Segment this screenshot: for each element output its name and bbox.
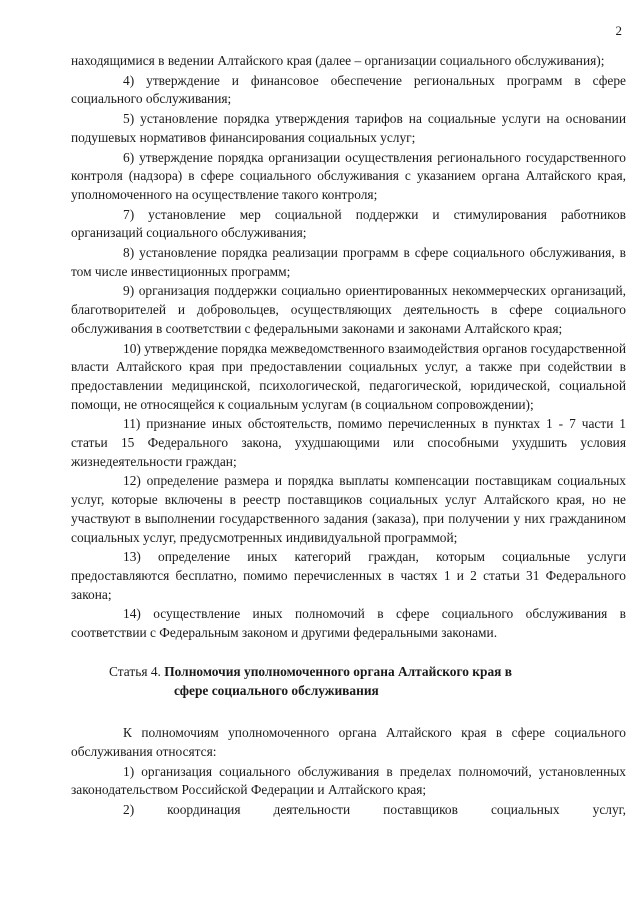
paragraph: 8) установление порядка реализации программ в сфере социального обслуживания, в том числе инвестиционных программ; bbox=[71, 245, 626, 279]
article-3-items bbox=[71, 52, 626, 643]
paragraph: 10) утверждение порядка межведомственного взаимодействия органов государственной власти Алтайского края при предоставлении социальных услуг, а также при содействии в предоставлении медицинской, психологической, педагогической, юридической, социальной помощи, не относящейся к социальным услугам (в социальном сопровождении); bbox=[71, 340, 627, 412]
paragraph: 9) организация поддержки социально ориентированных некоммерческих организаций, благотворителей и добровольцев, осуществляющих деятельность в сфере социального обслуживания в соответствии с федеральными законами и законами Алтайского края; bbox=[71, 283, 626, 336]
paragraph: 2) координация деятельности поставщиков социальных услуг, bbox=[123, 802, 626, 818]
document-body bbox=[71, 52, 626, 821]
paragraph: 13) определение иных категорий граждан, которым социальные услуги предоставляются бесплатно, помимо перечисленных в частях 1 и 2 статьи 31 Федерального закона; bbox=[71, 549, 626, 602]
article-title-line-1: Полномочия уполномоченного органа Алтайского края в bbox=[164, 663, 512, 679]
paragraph: 5) установление порядка утверждения тарифов на социальные услуги на основании подушевых нормативов финансирования социальных услуг; bbox=[71, 111, 626, 145]
article-4-items bbox=[71, 724, 626, 820]
article-number: Статья 4. bbox=[109, 663, 161, 679]
paragraph: находящимися в ведении Алтайского края (далее – организации социального обслуживания); bbox=[71, 53, 605, 68]
article-heading bbox=[71, 663, 626, 700]
paragraph: 4) утверждение и финансовое обеспечение региональных программ в сфере социального обслуживания; bbox=[71, 72, 626, 107]
article-title-line-2: сфере социального обслуживания bbox=[174, 682, 379, 698]
page-number: 2 bbox=[615, 23, 622, 38]
paragraph: 14) осуществление иных полномочий в сфере социального обслуживания в соответствии с Федеральным законом и другими федеральными законами. bbox=[71, 606, 626, 641]
paragraph: 11) признание иных обстоятельств, помимо перечисленных в пунктах 1 - 7 части 1 статьи 15 Федерального закона, ухудшающими или способными ухудшить условия жизнедеятельности граждан; bbox=[71, 416, 626, 469]
paragraph: К полномочиям уполномоченного органа Алтайского края в сфере социального обслуживания относятся: bbox=[71, 725, 626, 759]
paragraph: 7) установление мер социальной поддержки и стимулирования работников организаций социального обслуживания; bbox=[71, 206, 626, 241]
paragraph: 1) организация социального обслуживания в пределах полномочий, установленных законодательством Российской Федерации и Алтайского края; bbox=[71, 763, 626, 798]
paragraph: 12) определение размера и порядка выплаты компенсации поставщикам социальных услуг, которые включены в реестр поставщиков социальных услуг Алтайского края, но не участвуют в выполнении государственного задания (заказа), при получении у них гражданином социальных услуг, предусмотренных индивидуальной программой; bbox=[71, 473, 626, 545]
paragraph: 6) утверждение порядка организации осуществления регионального государственного контроля (надзора) в сфере социального обслуживания с указанием органа Алтайского края, уполномоченного на осуществление такого контроля; bbox=[71, 149, 626, 202]
